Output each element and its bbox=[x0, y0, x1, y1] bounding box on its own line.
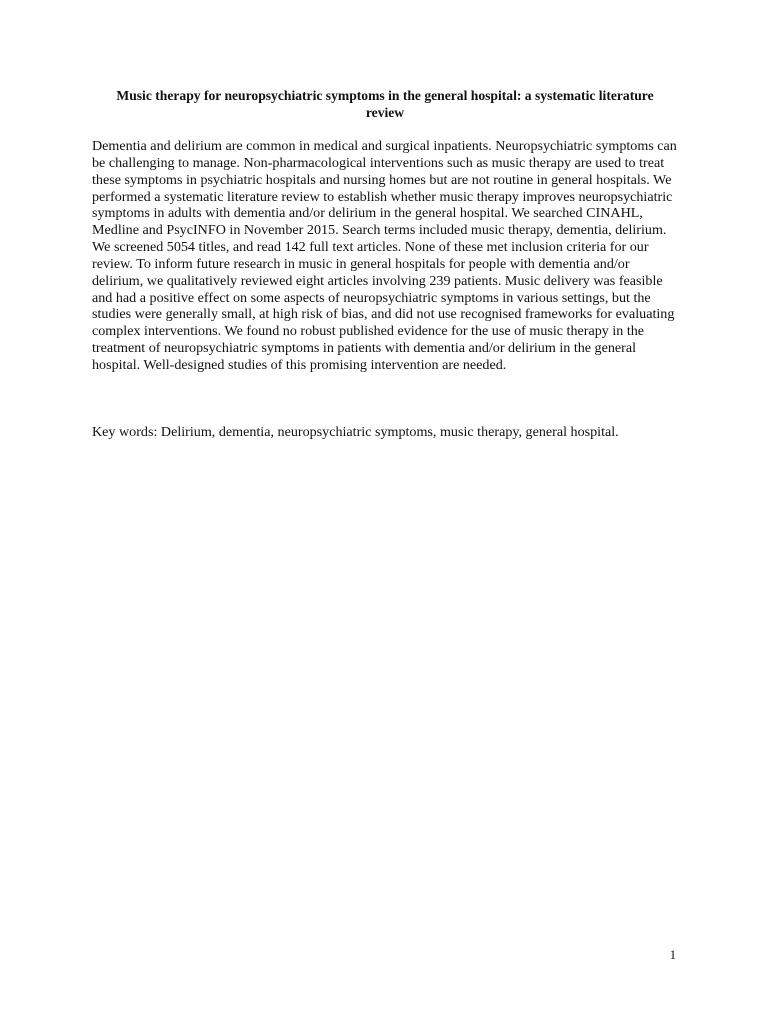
abstract-paragraph: Dementia and delirium are common in medical and surgical inpatients. Neuropsychiatric symptoms can be challenging to manage. Non-pharmacological interventions such as music therapy are used to treat these symptoms in psychiatric hospitals and nursing homes but are not routine in general hospitals. We performed a systematic literature review to establish whether music therapy improves neuropsychiatric symptoms in adults with dementia and/or delirium in the general hospital. We searched CINAHL, Medline and PsycINFO in November 2015. Search terms included music therapy, dementia, delirium. We screened 5054 titles, and read 142 full text articles. None of these met inclusion criteria for our review. To inform future research in music in general hospitals for people with dementia and/or delirium, we qualitatively reviewed eight articles involving 239 patients. Music delivery was feasible and had a positive effect on some aspects of neuropsychiatric symptoms in various settings, but the studies were generally small, at high risk of bias, and did not use recognised frameworks for evaluating complex interventions. We found no robust published evidence for the use of music therapy in the treatment of neuropsychiatric symptoms in patients with dementia and/or delirium in the general hospital. Well-designed studies of this promising intervention are needed. bbox=[92, 138, 677, 373]
keywords-line: Key words: Delirium, dementia, neuropsychiatric symptoms, music therapy, general hospital. bbox=[92, 424, 619, 440]
paper-title: Music therapy for neuropsychiatric symptoms in the general hospital: a systematic literature review bbox=[116, 88, 654, 120]
page-number: 1 bbox=[669, 948, 676, 962]
